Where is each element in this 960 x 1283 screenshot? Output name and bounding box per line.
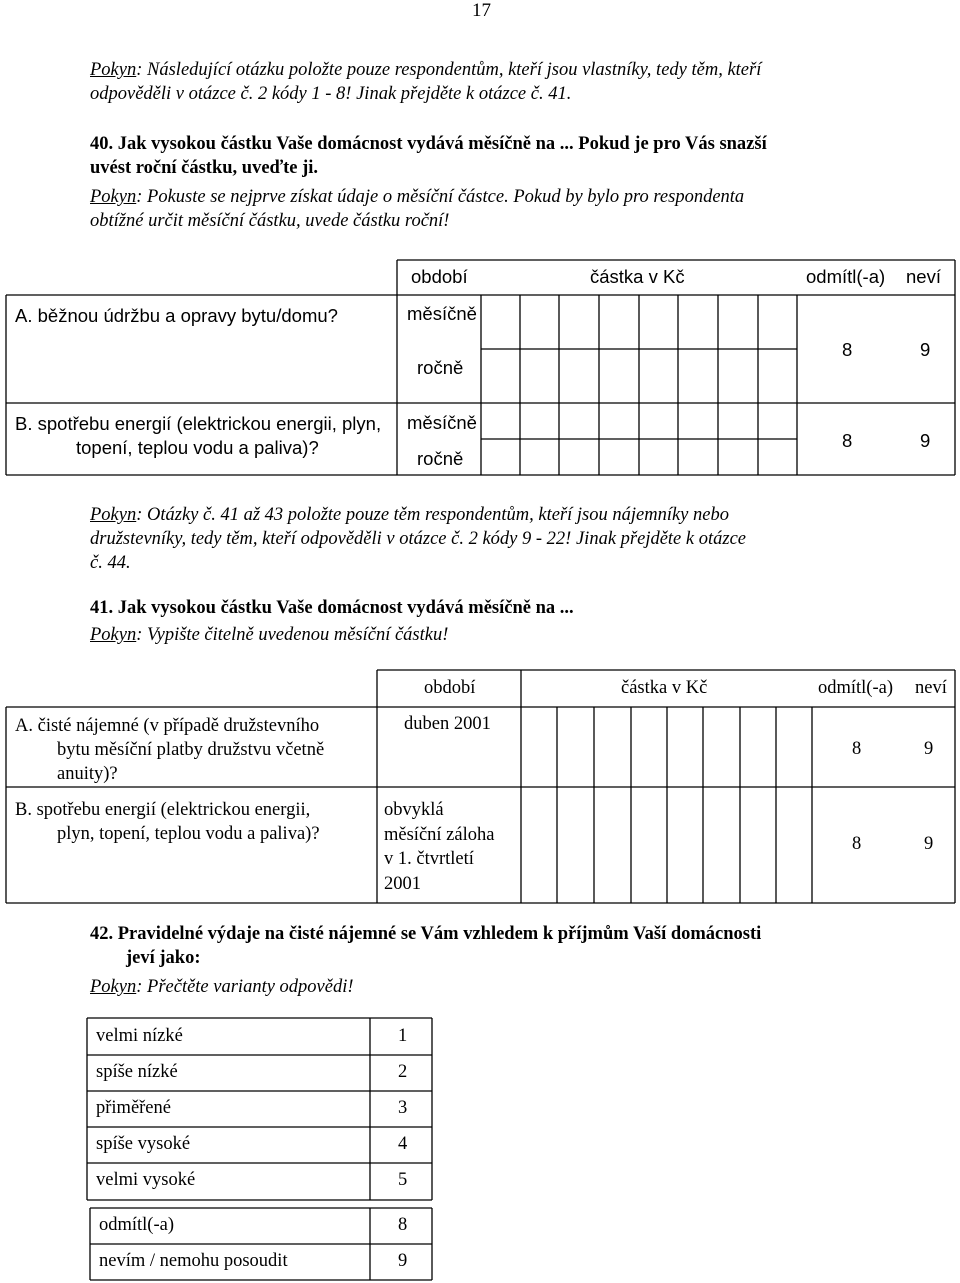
q42-extra-refused-label[interactable]: odmítl(-a) <box>99 1215 175 1235</box>
q41-instruction <box>90 623 448 647</box>
q42-option-1-code[interactable]: 1 <box>398 1026 408 1046</box>
q41-row-b-code-dontknow[interactable]: 9 <box>924 834 934 854</box>
instruction-2-line-1: : Otázky č. 41 až 43 položte pouze těm respondentům, kteří jsou nájemníky nebo <box>136 505 729 525</box>
q41-header-dontknow: neví <box>915 678 947 698</box>
q40-row-a-yearly: ročně <box>417 357 464 378</box>
q41-row-a-label-line-2: bytu měsíční platby družstvu včetně <box>57 740 325 760</box>
q41-row-a-code-refused[interactable]: 8 <box>852 739 862 759</box>
q41-row-a-label-line-3: anuity)? <box>57 764 118 784</box>
q42-pokyn: : Přečtěte varianty odpovědi! <box>136 977 354 997</box>
q42-extra-refused-code[interactable]: 8 <box>398 1215 408 1235</box>
q41-pokyn: : Vypište čitelně uvedenou měsíční částku! <box>136 625 449 645</box>
instruction-1-line-2: odpověděli v otázce č. 2 kódy 1 - 8! Jinak přejděte k otázce č. 41. <box>90 84 572 104</box>
q40-header-amount: částka v Kč <box>590 266 685 287</box>
q42-extra-dontknow-label[interactable]: nevím / nemohu posoudit <box>99 1251 288 1271</box>
q40-pokyn-line-2: obtížné určit měsíční částku, uvede částku roční! <box>90 211 450 231</box>
q42-line-2: jeví jako: <box>126 948 201 968</box>
pokyn-label: Pokyn <box>90 187 137 207</box>
q40-row-b-yearly: ročně <box>417 448 464 469</box>
instruction-1-line-1: : Následující otázku položte pouze respondentům, kteří jsou vlastníky, tedy těm, kteří <box>136 60 762 80</box>
pokyn-label: Pokyn <box>90 505 137 525</box>
q40-header-refused: odmítl(-a) <box>806 266 886 287</box>
q41-row-b-period <box>384 798 494 896</box>
q41-row-b-period-line-2: měsíční záloha <box>384 824 495 845</box>
q40-header-period: období <box>411 266 468 287</box>
instruction-2 <box>90 503 878 575</box>
pokyn-label: Pokyn <box>90 625 137 645</box>
q40-header-dontknow: neví <box>906 266 941 287</box>
q42-option-2-code[interactable]: 2 <box>398 1062 408 1082</box>
q41-row-b-period-line-3: v 1. čtvrtletí <box>384 849 474 869</box>
question-40-title <box>90 132 767 180</box>
q41-row-a-period: duben 2001 <box>404 714 491 734</box>
q40-row-b-code-dontknow[interactable]: 9 <box>920 430 931 451</box>
q41-row-a-code-dontknow[interactable]: 9 <box>924 739 934 759</box>
q40-line-1: 40. Jak vysokou částku Vaše domácnost vydává měsíčně na ... Pokud je pro Vás snazší <box>90 134 767 154</box>
q41-header-amount: částka v Kč <box>621 678 708 698</box>
q42-option-5-label[interactable]: velmi vysoké <box>96 1170 196 1190</box>
q41-row-b-label-line-1: B. spotřebu energií (elektrickou energii, <box>15 800 311 820</box>
q42-option-3-code[interactable]: 3 <box>398 1098 408 1118</box>
q41-header-period: období <box>424 678 476 698</box>
q40-row-b-code-refused[interactable]: 8 <box>842 430 853 451</box>
instruction-2-line-2: družstevníky, tedy těm, kteří odpověděli v otázce č. 2 kódy 9 - 22! Jinak přejděte k otázce <box>90 529 746 549</box>
q41-header-refused: odmítl(-a) <box>818 678 894 698</box>
pokyn-label: Pokyn <box>90 60 137 80</box>
q40-row-a-code-refused[interactable]: 8 <box>842 339 853 360</box>
pokyn-label: Pokyn <box>90 977 137 997</box>
question-41-title: 41. Jak vysokou částku Vaše domácnost vydává měsíčně na ... <box>90 598 574 618</box>
q40-line-2: uvést roční částku, uveďte ji. <box>90 158 319 178</box>
q42-option-3-label[interactable]: přiměřené <box>96 1098 171 1118</box>
q42-extra-dontknow-code[interactable]: 9 <box>398 1251 408 1271</box>
q42-option-4-label[interactable]: spíše vysoké <box>96 1134 191 1154</box>
q40-row-a-label: A. běžnou údržbu a opravy bytu/domu? <box>15 305 338 326</box>
q40-row-b-monthly: měsíčně <box>407 412 477 433</box>
q41-row-b-period-line-1: obvyklá <box>384 800 444 820</box>
q40-row-b-label-line-2: topení, teplou vodu a paliva)? <box>76 437 319 458</box>
q42-instruction <box>90 975 354 999</box>
q40-row-a-monthly: měsíčně <box>407 303 477 324</box>
q42-option-2-label[interactable]: spíše nízké <box>96 1062 178 1082</box>
instruction-1 <box>90 58 761 106</box>
q41-row-a-label <box>15 714 324 786</box>
q40-row-a-code-dontknow[interactable]: 9 <box>920 339 931 360</box>
q42-line-1: 42. Pravidelné výdaje na čisté nájemné se Vám vzhledem k příjmům Vaší domácnosti <box>90 924 762 944</box>
q41-row-a-label-line-1: A. čisté nájemné (v případě družstevního <box>15 716 320 736</box>
q41-row-b-period-line-4: 2001 <box>384 873 421 894</box>
q40-row-b-label <box>15 412 381 460</box>
q42-option-1-label[interactable]: velmi nízké <box>96 1026 183 1046</box>
q40-instruction <box>90 185 744 233</box>
q40-row-b-label-line-1: B. spotřebu energií (elektrickou energii, plyn, <box>15 413 382 434</box>
q40-pokyn-line-1: : Pokuste se nejprve získat údaje o měsíční částce. Pokud by bylo pro respondenta <box>136 187 745 207</box>
q42-option-5-code[interactable]: 5 <box>398 1170 408 1190</box>
q41-row-b-code-refused[interactable]: 8 <box>852 834 862 854</box>
question-42-title <box>90 922 761 970</box>
q41-row-b-label <box>15 798 320 846</box>
q42-option-4-code[interactable]: 4 <box>398 1134 408 1154</box>
page-number: 17 <box>472 0 491 21</box>
q41-row-b-label-line-2: plyn, topení, teplou vodu a paliva)? <box>57 824 320 844</box>
instruction-2-line-3: č. 44. <box>90 553 131 573</box>
